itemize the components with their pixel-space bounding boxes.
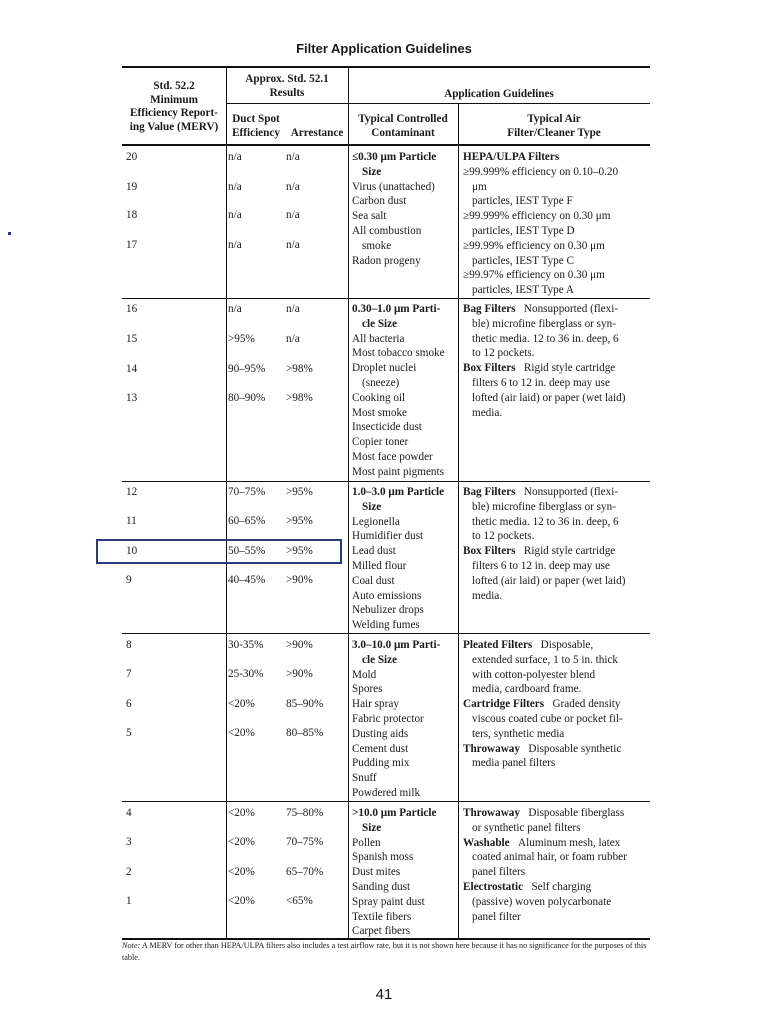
duct-spot-value: 50–55% <box>228 545 266 557</box>
arrestance-value: <65% <box>286 895 313 907</box>
duct-spot-value: 60–65% <box>228 515 266 527</box>
header-duct-spot: Duct Spot Efficiency <box>232 113 280 139</box>
duct-spot-value: 70–75% <box>228 486 266 498</box>
header-filter-type: Typical Air Filter/Cleaner Type <box>507 113 601 139</box>
duct-spot-value: <20% <box>228 895 255 907</box>
duct-spot-value: n/a <box>228 209 242 221</box>
filter-type-list: Throwaway Disposable fiberglass or synthetic panel filters Washable Aluminum mesh, latex coated animal hair, or foam rubber panel filters Electrostatic Self charging (passive) woven polycarbonate panel filter <box>463 807 627 923</box>
arrestance-value: >90% <box>286 574 313 586</box>
contaminant-list: 0.30–1.0 μm Parti- cle Size All bacteria Most tobacco smoke Droplet nuclei (sneeze) Cooking oil Most smoke Insecticide dust Copier toner Most face powder Most paint pigments <box>352 303 445 478</box>
arrestance-value: >95% <box>286 486 313 498</box>
merv-value: 15 <box>126 333 138 345</box>
duct-spot-value: 25-30% <box>228 668 264 680</box>
merv-value: 2 <box>126 866 132 878</box>
arrestance-value: 80–85% <box>286 727 324 739</box>
filter-type-list: Pleated Filters Disposable, extended surface, 1 to 5 in. thick with cotton-polyester blend media, cardboard frame. Cartridge Filters Graded density viscous coated cube or pocket fil- ters, synthetic media Throwaway Disposable synthetic media panel filters <box>463 639 623 770</box>
arrestance-value: >95% <box>286 515 313 527</box>
duct-spot-value: <20% <box>228 727 255 739</box>
merv-value: 19 <box>126 181 138 193</box>
duct-spot-value: >95% <box>228 333 255 345</box>
arrestance-value: n/a <box>286 209 300 221</box>
arrestance-value: >98% <box>286 363 313 375</box>
contaminant-list: ≤0.30 μm Particle Size Virus (unattached) Carbon dust Sea salt All combustion smoke Radon progeny <box>352 151 437 267</box>
merv-value: 13 <box>126 392 138 404</box>
header-merv: Std. 52.2 Minimum Efficiency Report- ing Value (MERV) <box>129 80 219 133</box>
merv-value: 4 <box>126 807 132 819</box>
duct-spot-value: 40–45% <box>228 574 266 586</box>
merv-value: 14 <box>126 363 138 375</box>
merv-value: 16 <box>126 303 138 315</box>
page-title: Filter Application Guidelines <box>296 41 472 56</box>
contaminant-list: 1.0–3.0 μm Particle Size Legionella Humidifier dust Lead dust Milled flour Coal dust Auto emissions Nebulizer drops Welding fumes <box>352 486 445 632</box>
arrestance-value: n/a <box>286 239 300 251</box>
arrestance-value: >98% <box>286 392 313 404</box>
arrestance-value: 85–90% <box>286 698 324 710</box>
duct-spot-value: n/a <box>228 181 242 193</box>
filter-guidelines-table <box>122 66 650 940</box>
filter-type-list: HEPA/ULPA Filters ≥99.999% efficiency on 0.10–0.20 μm particles, IEST Type F ≥99.999% efficiency on 0.30 μm particles, IEST Type D ≥99.99% efficiency on 0.30 μm particles, IEST Type C ≥99.97% efficiency on 0.30 μm particles, IEST Type A <box>463 151 619 297</box>
merv-value: 20 <box>126 151 138 163</box>
merv-value: 10 <box>126 545 138 557</box>
merv-value: 11 <box>126 515 137 527</box>
duct-spot-value: n/a <box>228 151 242 163</box>
arrestance-value: 75–80% <box>286 807 324 819</box>
merv-value: 1 <box>126 895 132 907</box>
merv-value: 8 <box>126 639 132 651</box>
merv-value: 7 <box>126 668 132 680</box>
arrestance-value: 65–70% <box>286 866 324 878</box>
merv-value: 18 <box>126 209 138 221</box>
duct-spot-value: 30-35% <box>228 639 264 651</box>
arrestance-value: n/a <box>286 181 300 193</box>
arrestance-value: >95% <box>286 545 313 557</box>
merv-value: 12 <box>126 486 138 498</box>
header-contaminant: Typical Controlled Contaminant <box>358 113 448 139</box>
duct-spot-value: n/a <box>228 239 242 251</box>
page-number: 41 <box>375 986 393 1003</box>
arrestance-value: >90% <box>286 639 313 651</box>
header-approx-results: Approx. Std. 52.1 Results <box>245 73 329 99</box>
arrestance-value: n/a <box>286 151 300 163</box>
merv-value: 6 <box>126 698 132 710</box>
arrestance-value: 70–75% <box>286 836 324 848</box>
merv-value: 9 <box>126 574 132 586</box>
duct-spot-value: n/a <box>228 303 242 315</box>
header-application-guidelines: Application Guidelines <box>444 88 554 100</box>
filter-type-list: Bag Filters Nonsupported (flexi- ble) microfine fiberglass or syn- thetic media. 12 to 36 in. deep, 6 to 12 pockets. Box Filters Rigid style cartridge filters 6 to 12 in. deep may use lofted (air laid) or paper (wet laid) media. <box>463 486 626 602</box>
duct-spot-value: <20% <box>228 866 255 878</box>
contaminant-list: 3.0–10.0 μm Parti- cle Size Mold Spores Hair spray Fabric protector Dusting aids Cement dust Pudding mix Snuff Powdered milk <box>352 639 441 799</box>
duct-spot-value: <20% <box>228 698 255 710</box>
merv-value: 17 <box>126 239 138 251</box>
duct-spot-value: 80–90% <box>228 392 266 404</box>
arrestance-value: n/a <box>286 303 300 315</box>
table-note: Note: A MERV for other than HEPA/ULPA filters also includes a test airflow rate, but it is not shown here because it has no significance for the purposes of this table. <box>122 941 647 962</box>
header-arrestance: Arrestance <box>290 127 344 139</box>
arrestance-value: >90% <box>286 668 313 680</box>
merv-value: 3 <box>126 836 132 848</box>
margin-marker <box>8 232 11 235</box>
arrestance-value: n/a <box>286 333 300 345</box>
contaminant-list: >10.0 μm Particle Size Pollen Spanish moss Dust mites Sanding dust Spray paint dust Textile fibers Carpet fibers <box>352 807 437 938</box>
duct-spot-value: 90–95% <box>228 363 266 375</box>
merv-10-highlight-box <box>96 539 342 564</box>
filter-type-list: Bag Filters Nonsupported (flexi- ble) microfine fiberglass or syn- thetic media. 12 to 36 in. deep, 6 to 12 pockets. Box Filters Rigid style cartridge filters 6 to 12 in. deep may use lofted (air laid) or paper (wet laid) media. <box>463 303 626 419</box>
merv-value: 5 <box>126 727 132 739</box>
duct-spot-value: <20% <box>228 836 255 848</box>
duct-spot-value: <20% <box>228 807 255 819</box>
